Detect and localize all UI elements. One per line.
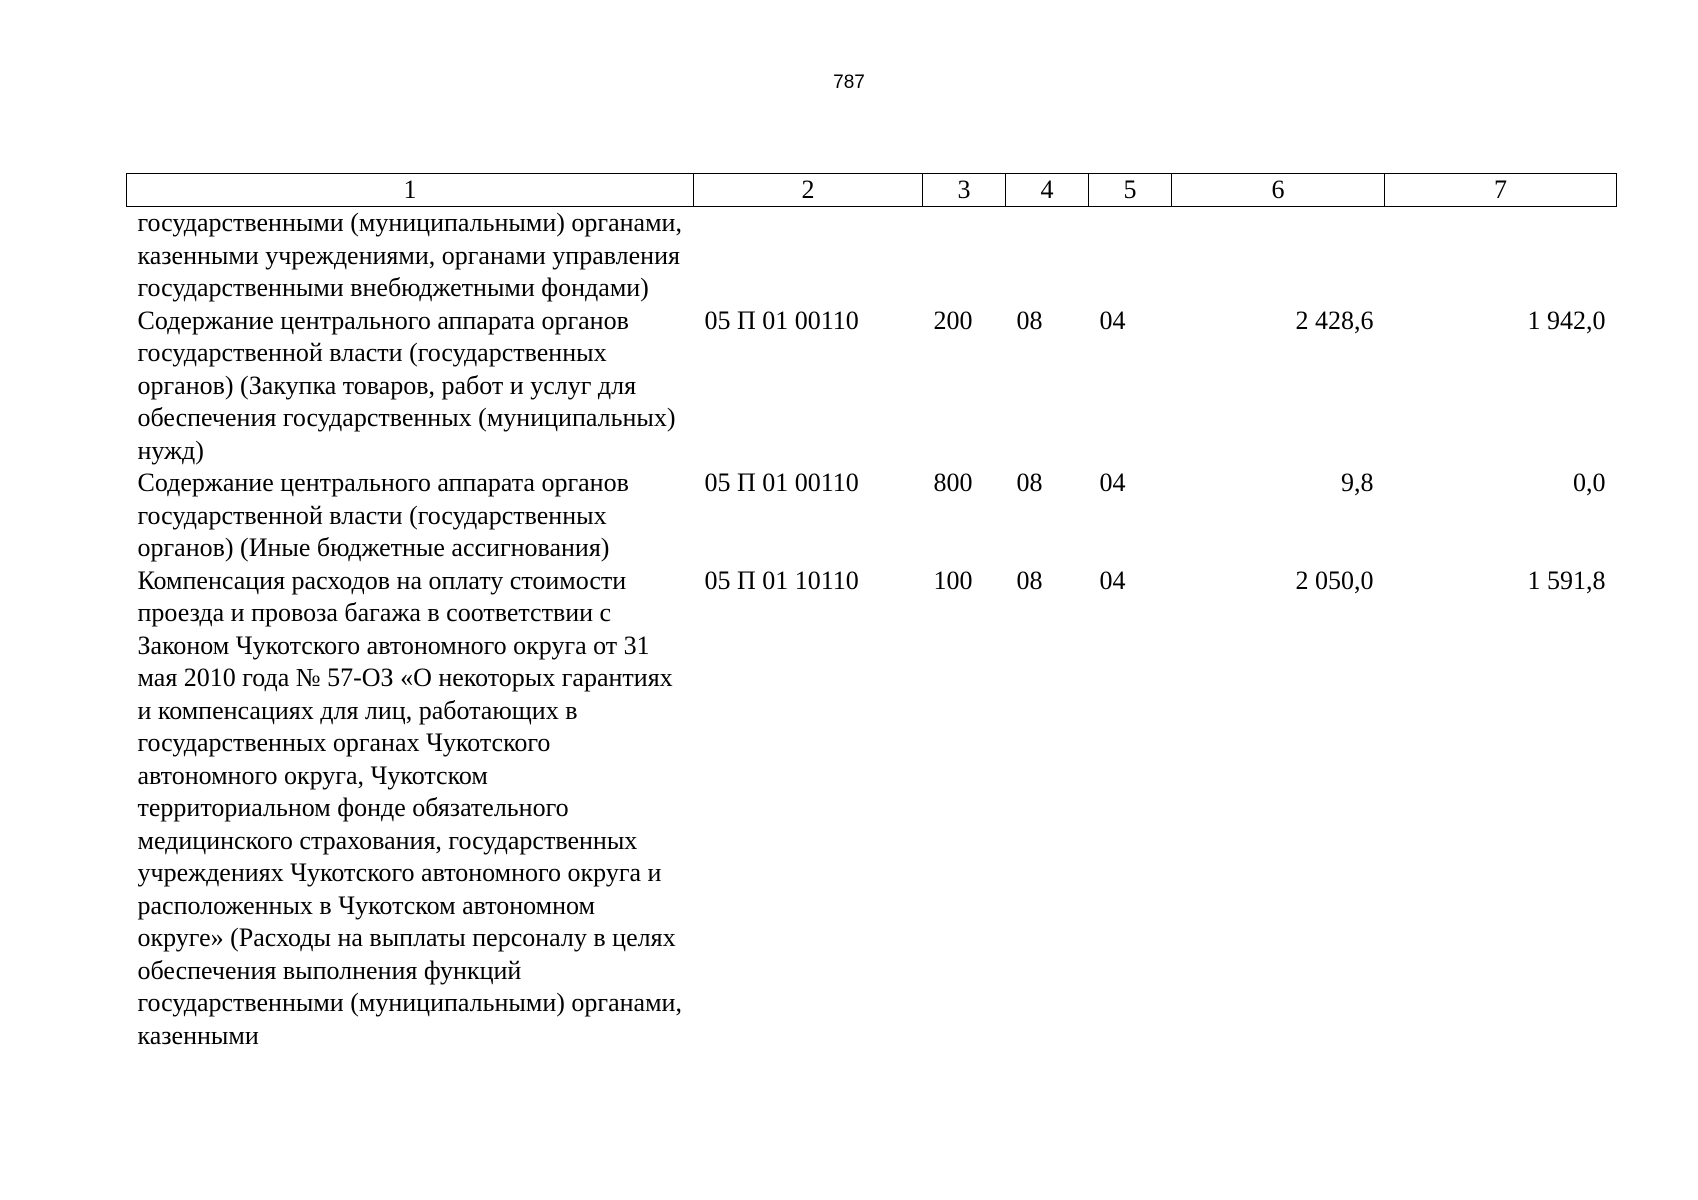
subsection-code: 04: [1099, 468, 1126, 497]
expense-type: 800: [933, 468, 973, 497]
amount-actual: 1 942,0: [1527, 305, 1606, 335]
column-header-3: 3: [923, 174, 1006, 207]
amount-plan: [1172, 207, 1385, 305]
section-code: [1006, 207, 1089, 305]
expense-type: 200: [933, 305, 973, 335]
amount-plan: 2 050,0: [1295, 565, 1374, 595]
column-header-7: 7: [1385, 174, 1617, 207]
table-row: [127, 305, 1617, 468]
column-header-4: 4: [1006, 174, 1089, 207]
expense-name: Компенсация расходов на оплату стоимости проезда и провоза багажа в соответствии с Законом Чукотского автономного округа от 31 мая 2010 года № 57-ОЗ «О некоторых гарантиях и компенсациях для лиц, работающих в государственных органах Чукотского автономного округа, Чукотском территориальном фонде обязательного медицинского страхования, государственных учреждениях Чукотского автономного округа и расположенных в Чукотском автономном округе» (Расходы на выплаты персоналу в целях обеспечения выполнения функций государственными (муниципальными) органами, казенными: [137, 565, 682, 1050]
page-number: 787: [833, 72, 865, 93]
target-code: 05 П 01 10110: [704, 565, 859, 595]
amount-actual: 0,0: [1573, 468, 1606, 497]
expense-name: Содержание центрального аппарата органов государственной власти (государственных органов) (Закупка товаров, работ и услуг для обеспечения государственных (муниципальных) нужд): [137, 305, 676, 465]
budget-table: [126, 173, 1617, 1052]
column-header-5: 5: [1089, 174, 1172, 207]
column-header-6: 6: [1172, 174, 1385, 207]
amount-plan: 2 428,6: [1295, 305, 1374, 335]
subsection-code: 04: [1099, 565, 1126, 595]
expense-name: государственными (муниципальными) органами, казенными учреждениями, органами управления государственными внебюджетными фондами): [137, 208, 682, 302]
table-row: [127, 565, 1617, 1053]
target-code: [694, 207, 923, 305]
expense-type: [923, 207, 1006, 305]
target-code: 05 П 01 00110: [704, 468, 859, 497]
expense-type: 100: [933, 565, 973, 595]
expense-name: Содержание центрального аппарата органов государственной власти (государственных органов) (Иные бюджетные ассигнования): [137, 468, 629, 562]
column-header-1: 1: [127, 174, 694, 207]
target-code: 05 П 01 00110: [704, 305, 859, 335]
table-header-row: [127, 174, 1617, 207]
table-row: [127, 207, 1617, 305]
table-row: [127, 467, 1617, 565]
amount-actual: [1385, 207, 1617, 305]
amount-plan: 9,8: [1341, 468, 1374, 497]
subsection-code: [1089, 207, 1172, 305]
section-code: 08: [1016, 305, 1043, 335]
amount-actual: 1 591,8: [1527, 565, 1606, 595]
column-header-2: 2: [694, 174, 923, 207]
section-code: 08: [1016, 565, 1043, 595]
section-code: 08: [1016, 468, 1043, 497]
subsection-code: 04: [1099, 305, 1126, 335]
